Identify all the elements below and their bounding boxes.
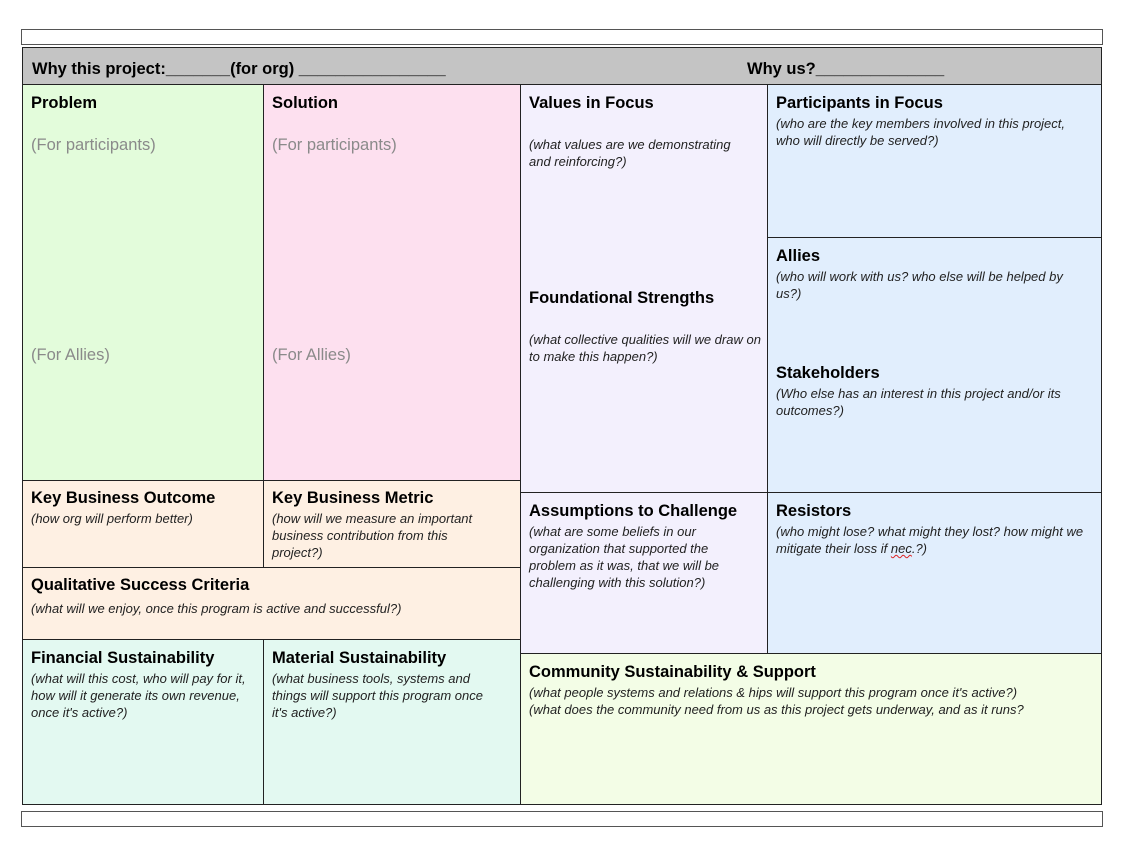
values-desc: (what values are we demonstrating and reinforcing?) (529, 137, 731, 169)
financial-sustainability-block[interactable] (22, 639, 264, 805)
why-us-label: Why us?______________ (747, 60, 945, 78)
solution-title: Solution (272, 94, 338, 112)
resistors-desc-after: .?) (911, 541, 928, 556)
community-title: Community Sustainability & Support (529, 663, 816, 681)
qualitative-desc: (what will we enjoy, once this program is active and successful?) (31, 601, 402, 616)
foundational-desc: (what collective qualities will we draw on to make this happen?) (529, 332, 761, 364)
problem-block[interactable] (22, 84, 264, 481)
problem-title: Problem (31, 94, 98, 112)
foundational-title: Foundational Strengths (529, 289, 715, 307)
canvas-header (22, 47, 1102, 85)
resistors-desc-before: (who might lose? what might they lost? how might we mitigate their loss if (776, 524, 1084, 556)
assumptions-title: Assumptions to Challenge (529, 502, 738, 520)
bottom-page-strip (21, 811, 1103, 827)
solution-for-participants: (For participants) (272, 136, 397, 154)
stakeholders-desc: (Who else has an interest in this project and/or its outcomes?) (776, 386, 1061, 418)
key-outcome-title: Key Business Outcome (31, 489, 216, 507)
key-business-metric-block[interactable] (263, 480, 521, 568)
key-metric-title: Key Business Metric (272, 489, 434, 507)
key-metric-desc: (how will we measure an important business contribution from this project?) (272, 511, 473, 560)
stakeholders-title: Stakeholders (776, 364, 880, 382)
allies-title: Allies (776, 247, 821, 265)
participants-block[interactable] (767, 84, 1102, 238)
material-sustainability-block[interactable] (263, 639, 521, 805)
financial-title: Financial Sustainability (31, 649, 215, 667)
why-this-project-label: Why this project:_______(for org) ________________ (32, 60, 446, 78)
community-desc-line2: (what does the community need from us as this project gets underway, and as it runs? (529, 702, 1024, 717)
assumptions-block[interactable] (520, 492, 768, 654)
allies-stakeholders-block[interactable] (767, 237, 1102, 493)
solution-for-allies: (For Allies) (272, 346, 351, 364)
allies-desc: (who will work with us? who else will be helped by us?) (776, 269, 1063, 301)
values-title: Values in Focus (529, 94, 654, 112)
key-business-outcome-block[interactable] (22, 480, 264, 568)
community-desc-line1: (what people systems and relations & hips will support this program once it's active?) (529, 685, 1018, 700)
resistors-desc-misspelled: nec (890, 541, 912, 556)
community-sustainability-block[interactable] (520, 653, 1102, 805)
top-page-strip (21, 29, 1103, 45)
problem-for-allies: (For Allies) (31, 346, 110, 364)
resistors-title: Resistors (776, 502, 852, 520)
resistors-desc (776, 523, 1092, 557)
participants-title: Participants in Focus (776, 94, 943, 112)
material-title: Material Sustainability (272, 649, 447, 667)
solution-block[interactable] (263, 84, 521, 481)
key-outcome-desc: (how org will perform better) (31, 511, 193, 526)
assumptions-desc: (what are some beliefs in our organization that supported the problem as it was, that we will be challenging with this solution?) (529, 524, 720, 590)
financial-desc: (what will this cost, who will pay for it, how will it generate its own revenue, once it's active?) (31, 671, 246, 720)
values-foundational-block[interactable] (520, 84, 768, 493)
resistors-block[interactable] (767, 492, 1102, 654)
qualitative-success-block[interactable] (22, 567, 521, 640)
problem-for-participants: (For participants) (31, 136, 156, 154)
participants-desc: (who are the key members involved in this project, who will directly be served?) (776, 116, 1066, 148)
qualitative-title: Qualitative Success Criteria (31, 576, 250, 594)
material-desc: (what business tools, systems and things will support this program once it's active?) (272, 671, 483, 720)
